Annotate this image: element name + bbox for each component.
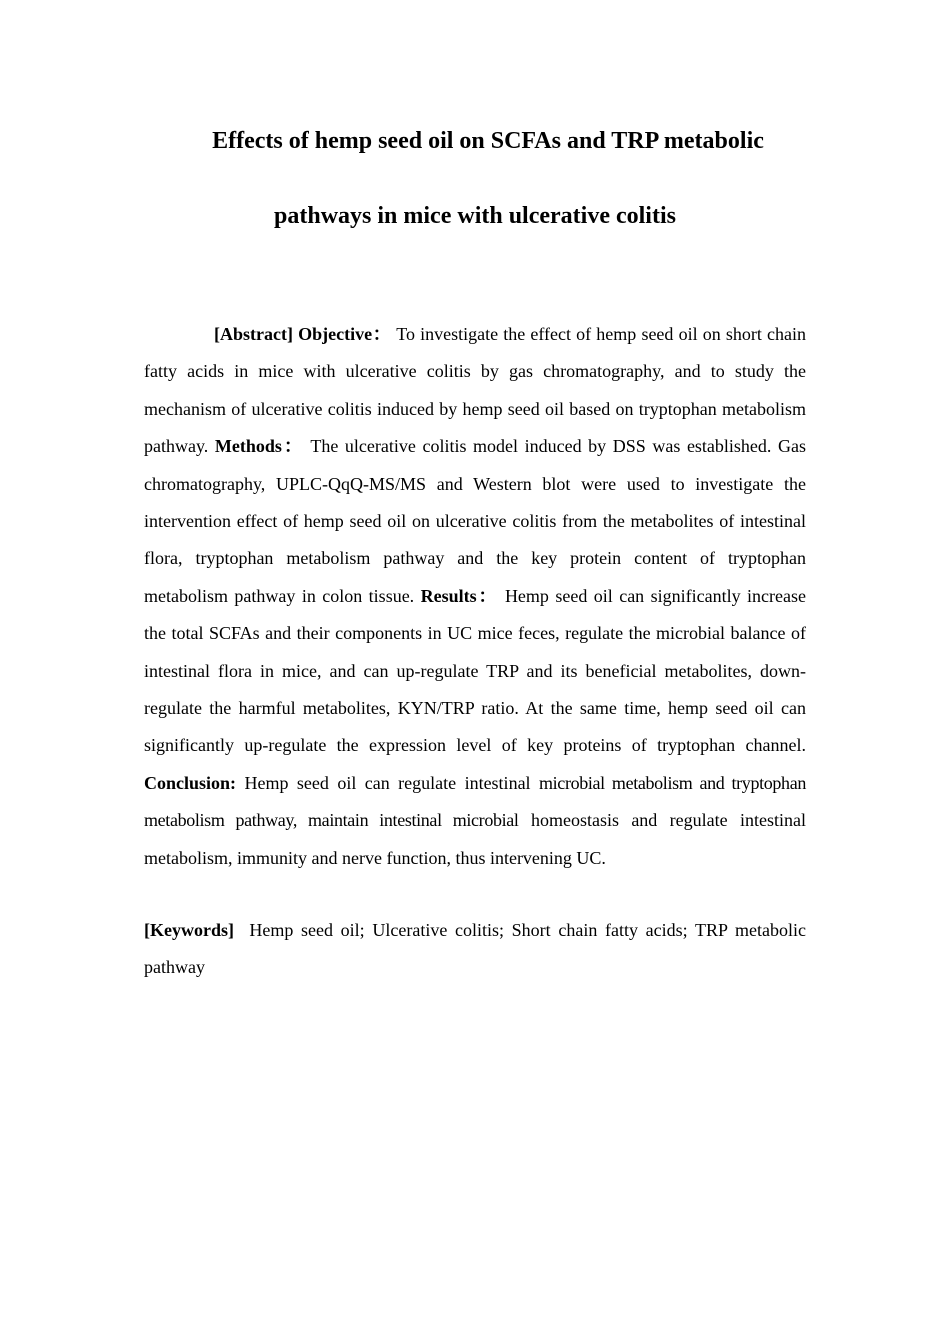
conclusion-text-part-3: homeostasis and regulate intestinal metabolism, immunity and nerve function, thus intervening UC.	[144, 810, 806, 868]
keywords-text: Hemp seed oil; Ulcerative colitis; Short chain fatty acids; TRP metabolic pathway	[144, 920, 807, 978]
objective-label: Objective：	[298, 324, 392, 344]
paper-title-line-1: Effects of hemp seed oil on SCFAs and TRP metabolic	[212, 128, 764, 154]
results-label: Results：	[420, 585, 499, 606]
methods-text: The ulcerative colitis model induced by DSS was established. Gas chromatography, UPLC-QqQ-MS/MS and Western blot were used to investigate the intervention effect of hemp seed oil on ulcerative colitis from the metabolites of intestinal flora, tryptophan metabolism pathway and the key protein content of tryptophan metabolism pathway in colon tissue.	[144, 436, 806, 606]
paper-title-line-2: pathways in mice with ulcerative colitis	[274, 203, 676, 229]
conclusion-text-part-1: Hemp seed oil can regulate intestinal	[244, 772, 531, 793]
abstract-paragraph	[144, 316, 806, 877]
methods-label: Methods：	[214, 436, 305, 457]
conclusion-label: Conclusion:	[144, 772, 237, 793]
conclusion-text-part-2: microbial metabolism and tryptophan metabolism pathway, maintain intestinal microbial	[144, 772, 806, 831]
keywords-paragraph	[144, 912, 806, 987]
results-text: Hemp seed oil can significantly increase the total SCFAs and their components in UC mice feces, regulate the microbial balance of intestinal flora in mice, and can up-regulate TRP and its beneficial metabolites, down-regulate the harmful metabolites, KYN/TRP ratio. At the same time, hemp seed oil can significantly up-regulate the expression level of key proteins of tryptophan channel.	[144, 585, 806, 756]
keywords-label: [Keywords]	[144, 920, 234, 940]
abstract-label: [Abstract]	[214, 324, 293, 344]
objective-text: To investigate the effect of hemp seed oil on short chain fatty acids in mice with ulcerative colitis by gas chromatography, and to study the mechanism of ulcerative colitis induced by hemp seed oil based on tryptophan metabolism pathway.	[144, 324, 806, 457]
